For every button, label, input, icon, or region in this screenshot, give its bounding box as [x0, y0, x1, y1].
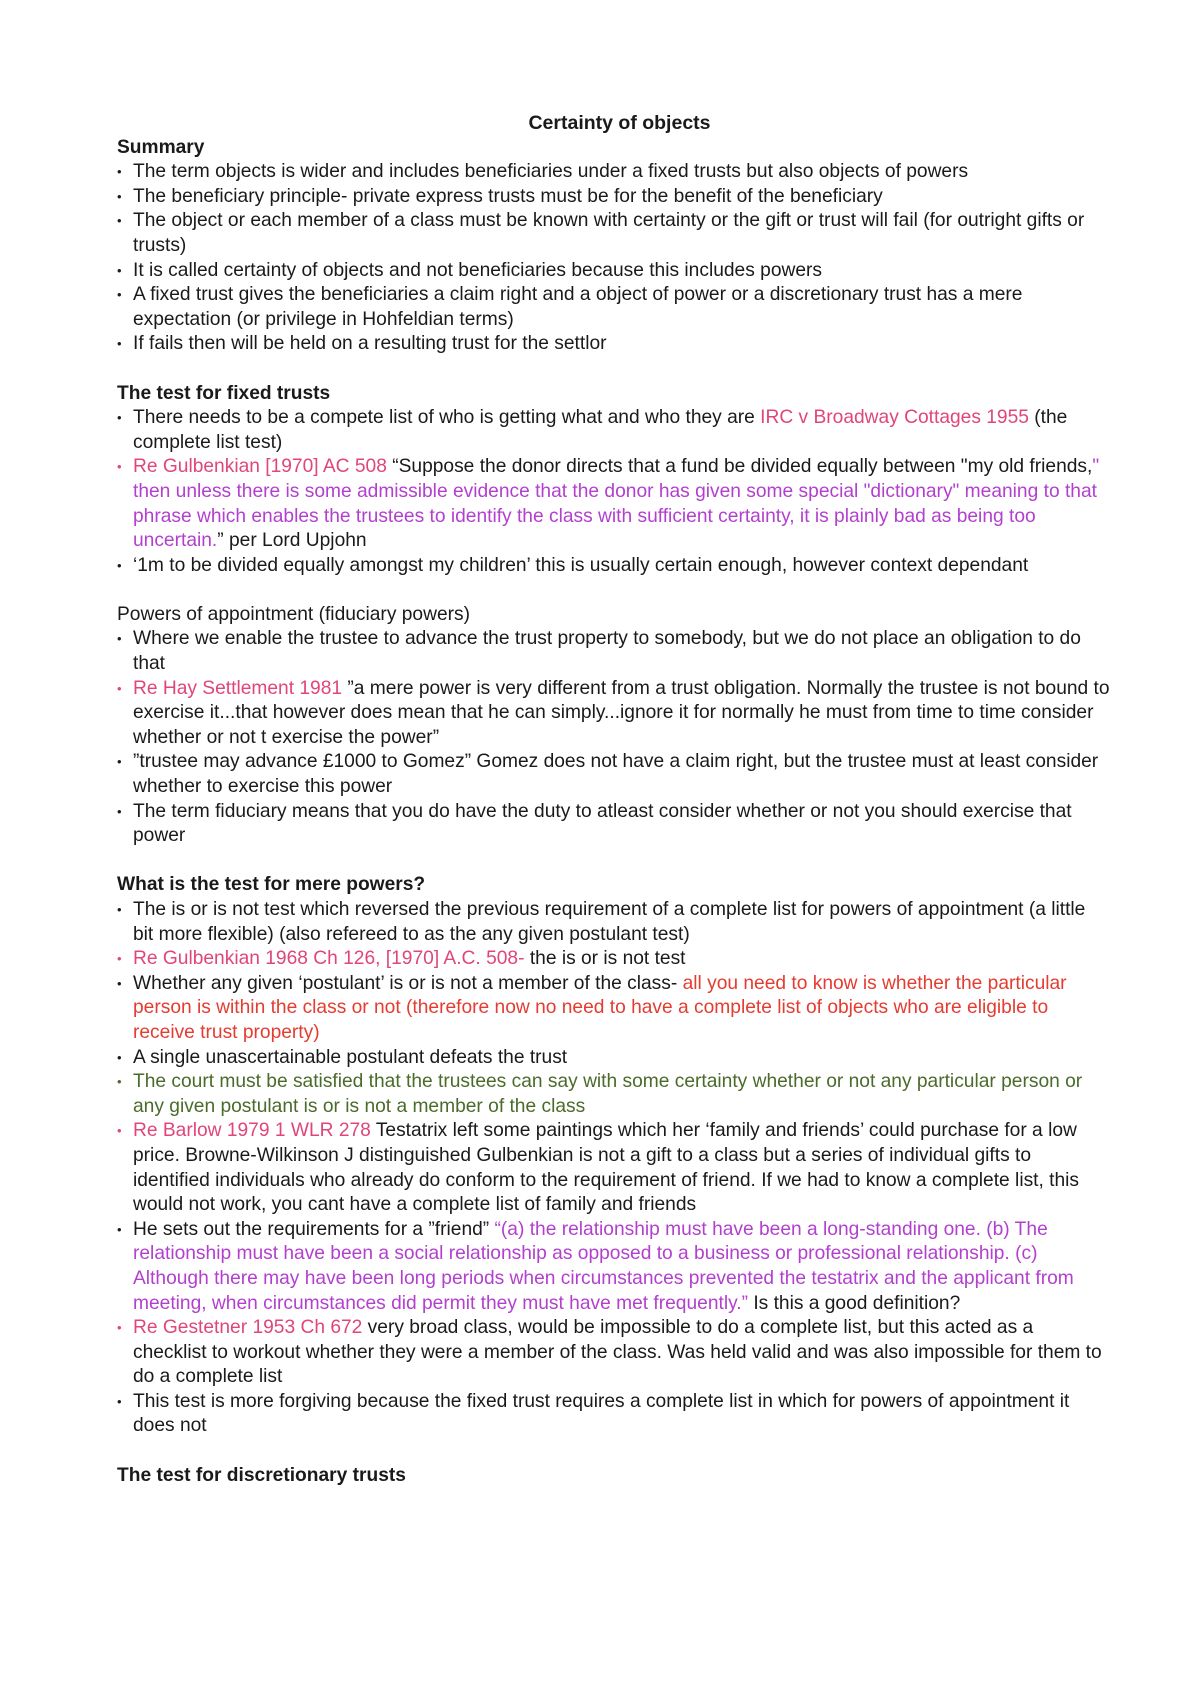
discretionary-trusts-heading: The test for discretionary trusts — [117, 1464, 406, 1486]
list-item: • The term objects is wider and includes beneficiaries under a fixed trusts but also objects of powers — [117, 160, 1110, 185]
item-text: “Suppose the donor directs that a fund be divided equally between "my old friends, — [386, 456, 1093, 478]
item-text: the is or is not test — [524, 948, 686, 970]
list-item: • This test is more forgiving because the fixed trust requires a complete list in which for powers of appointment it does not — [117, 1390, 1110, 1439]
list-item — [117, 406, 1110, 455]
highlighted-text: all you need to know is whether the particular person is within the class or not (therefore now no need to have a complete list of objects who are eligible to receive trust property) — [133, 972, 1067, 1043]
case-citation: Re Gulbenkian 1968 Ch 126, [1970] A.C. 508- — [133, 948, 525, 970]
highlighted-quote: “(a) the relationship must have been a long-standing one. (b) The relationship must have been a social relationship as opposed to a business or professional relationship. (c) Although there may have been long periods when circumstances prevented the testatrix and the applicant from meeting, when circumstances did permit they must have met frequently.” — [133, 1218, 1074, 1314]
list-item: • The is or is not test which reversed the previous requirement of a complete list for powers of appointment (a little bit more flexible) (also refereed to as the any given postulant test) — [117, 898, 1110, 947]
list-item — [117, 1316, 1110, 1390]
list-item: • ”trustee may advance £1000 to Gomez” Gomez does not have a claim right, but the trustee must at least consider whether to exercise this power — [117, 750, 1110, 799]
list-item: • If fails then will be held on a resulting trust for the settlor — [117, 332, 1110, 357]
list-item: • The object or each member of a class must be known with certainty or the gift or trust will fail (for outright gifts or trusts) — [117, 209, 1110, 258]
item-text: very broad class, would be impossible to do a complete list, but this acted as a checklist to workout whether they were a member of the class. Was held valid and was also impossible for them to do a complete list — [133, 1317, 1102, 1388]
item-text: Is this a good definition? — [747, 1292, 961, 1314]
case-citation: Re Hay Settlement 1981 — [133, 677, 343, 699]
item-text: ”a mere power is very different from a trust obligation. Normally the trustee is not bound to exercise it...that however does mean that he can simply...ignore it for normally he must from time to time consider whether or not t exercise the power” — [133, 677, 1110, 748]
case-citation: Re Gestetner 1953 Ch 672 — [133, 1317, 363, 1339]
list-item: • The beneficiary principle- private express trusts must be for the benefit of the beneficiary — [117, 185, 1110, 210]
fixed-trusts-list — [117, 406, 1110, 578]
case-citation: Re Gulbenkian [1970] AC 508 — [133, 456, 387, 478]
item-text: He sets out the requirements for a ”friend” — [133, 1218, 495, 1240]
list-item — [117, 1218, 1110, 1316]
summary-list — [117, 160, 1110, 357]
list-item: • A fixed trust gives the beneficiaries a claim right and a object of power or a discretionary trust has a mere expectation (or privilege in Hohfeldian terms) — [117, 283, 1110, 332]
mere-powers-heading: What is the test for mere powers? — [117, 874, 426, 896]
list-item: • It is called certainty of objects and not beneficiaries because this includes powers — [117, 259, 1110, 284]
fixed-trusts-heading: The test for fixed trusts — [117, 382, 331, 404]
item-text: Testatrix left some paintings which her ‘family and friends’ could purchase for a low price. Browne-Wilkinson J distinguished Gulbenkian is not a gift to a class but a series of individual gifts to identified individuals who already do conform to the requirement of friend. If we had to know a complete list, this would not work, you cant have a complete list of family and friends — [133, 1120, 1080, 1216]
case-citation: Re Barlow 1979 1 WLR 278 — [133, 1120, 371, 1142]
mere-powers-list — [117, 898, 1110, 1439]
list-item — [117, 1119, 1110, 1217]
list-item: • A single unascertainable postulant defeats the trust — [117, 1046, 1110, 1071]
item-text: Whether any given ‘postulant’ is or is not a member of the class- — [133, 972, 683, 994]
list-item: • Where we enable the trustee to advance the trust property to somebody, but we do not place an obligation to do that — [117, 627, 1110, 676]
list-item: • ‘1m to be divided equally amongst my children’ this is usually certain enough, however context dependant — [117, 554, 1110, 579]
list-item — [117, 947, 1110, 972]
powers-list — [117, 627, 1110, 848]
powers-of-appointment-heading: Powers of appointment (fiduciary powers) — [117, 603, 470, 625]
list-item — [117, 455, 1110, 553]
list-item: • The court must be satisfied that the trustees can say with some certainty whether or not any particular person or any given postulant is or is not a member of the class — [117, 1070, 1110, 1119]
list-item — [117, 677, 1110, 751]
highlighted-quote: " then unless there is some admissible evidence that the donor has given some special "dictionary" meaning to that phrase which enables the trustees to identify the class with sufficient certainty, it is plainly bad as being too uncertain. — [133, 456, 1100, 552]
document-title: Certainty of objects — [528, 112, 711, 134]
list-item — [117, 972, 1110, 1046]
summary-heading: Summary — [117, 136, 205, 158]
item-text: (the complete list test) — [133, 407, 1068, 453]
item-text: There needs to be a compete list of who is getting what and who they are — [133, 407, 761, 429]
case-citation: IRC v Broadway Cottages 1955 — [760, 407, 1029, 429]
item-text: ” per Lord Upjohn — [217, 530, 367, 552]
list-item: • The term fiduciary means that you do have the duty to atleast consider whether or not you should exercise that power — [117, 800, 1110, 849]
